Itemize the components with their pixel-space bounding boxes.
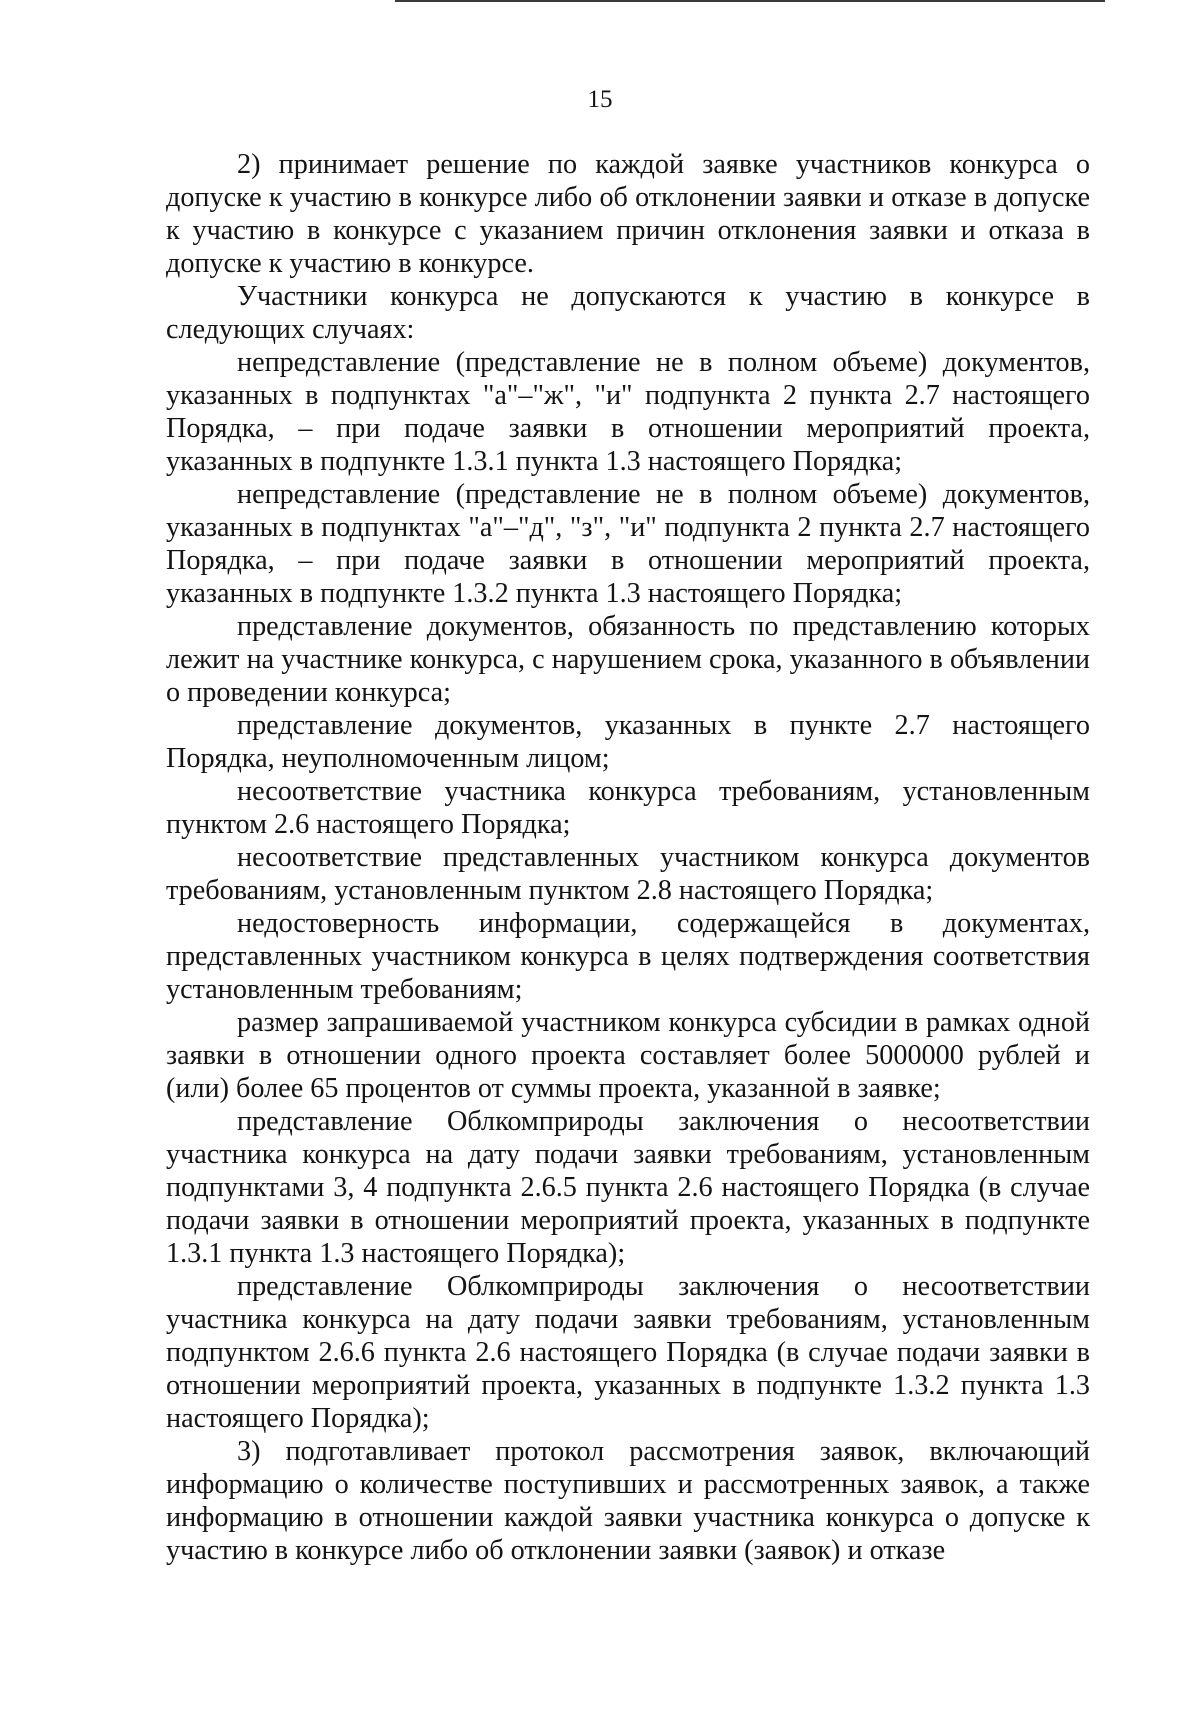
paragraph: непредставление (представление не в полном объеме) документов, указанных в подпунктах "а"–"д", "з", "и" подпункта 2 пункта 2.7 настоящего Порядка, – при подаче заявки в отношении мероприятий проекта, указанных в подпункте 1.3.2 пункта 1.3 настоящего Порядка; [166, 479, 1090, 609]
page-number: 15 [587, 86, 613, 113]
paragraph: недостоверность информации, содержащейся в документах, представленных участником конкурса в целях подтверждения соответствия установленным требованиям; [166, 908, 1090, 1005]
paragraph: размер запрашиваемой участником конкурса субсидии в рамках одной заявки в отношении одного проекта составляет более 5000000 рублей и (или) более 65 процентов от суммы проекта, указанной в заявке; [166, 1007, 1090, 1104]
top-border-line [395, 0, 1105, 2]
paragraph: представление документов, обязанность по представлению которых лежит на участнике конкурса, с нарушением срока, указанного в объявлении о проведении конкурса; [166, 611, 1090, 708]
paragraph: представление Облкомприроды заключения о несоответствии участника конкурса на дату подачи заявки требованиям, установленным подпунктом 2.6.6 пункта 2.6 настоящего Порядка (в случае подачи заявки в отношении мероприятий проекта, указанных в подпункте 1.3.2 пункта 1.3 настоящего Порядка); [166, 1271, 1090, 1434]
paragraph: несоответствие представленных участником конкурса документов требованиям, установленным пунктом 2.8 настоящего Порядка; [166, 842, 1090, 906]
paragraph: представление Облкомприроды заключения о несоответствии участника конкурса на дату подачи заявки требованиям, установленным подпунктами 3, 4 подпункта 2.6.5 пункта 2.6 настоящего Порядка (в случае подачи заявки в отношении мероприятий проекта, указанных в подпункте 1.3.1 пункта 1.3 настоящего Порядка); [166, 1106, 1090, 1269]
paragraph: 3) подготавливает протокол рассмотрения заявок, включающий информацию о количестве поступивших и рассмотренных заявок, а также информацию в отношении каждой заявки участника конкурса о допуске к участию в конкурсе либо об отклонении заявки (заявок) и отказе [166, 1436, 1090, 1566]
paragraph: непредставление (представление не в полном объеме) документов, указанных в подпунктах "а"–"ж", "и" подпункта 2 пункта 2.7 настоящего Порядка, – при подаче заявки в отношении мероприятий проекта, указанных в подпункте 1.3.1 пункта 1.3 настоящего Порядка; [166, 347, 1090, 477]
paragraph: 2) принимает решение по каждой заявке участников конкурса о допуске к участию в конкурсе либо об отклонении заявки и отказе в допуске к участию в конкурсе с указанием причин отклонения заявки и отказа в допуске к участию в конкурсе. [166, 149, 1090, 279]
paragraph: несоответствие участника конкурса требованиям, установленным пунктом 2.6 настоящего Порядка; [166, 776, 1090, 840]
paragraph: представление документов, указанных в пункте 2.7 настоящего Порядка, неуполномоченным лицом; [166, 710, 1090, 774]
document-body [166, 148, 1090, 1567]
paragraph: Участники конкурса не допускаются к участию в конкурсе в следующих случаях: [166, 281, 1090, 345]
